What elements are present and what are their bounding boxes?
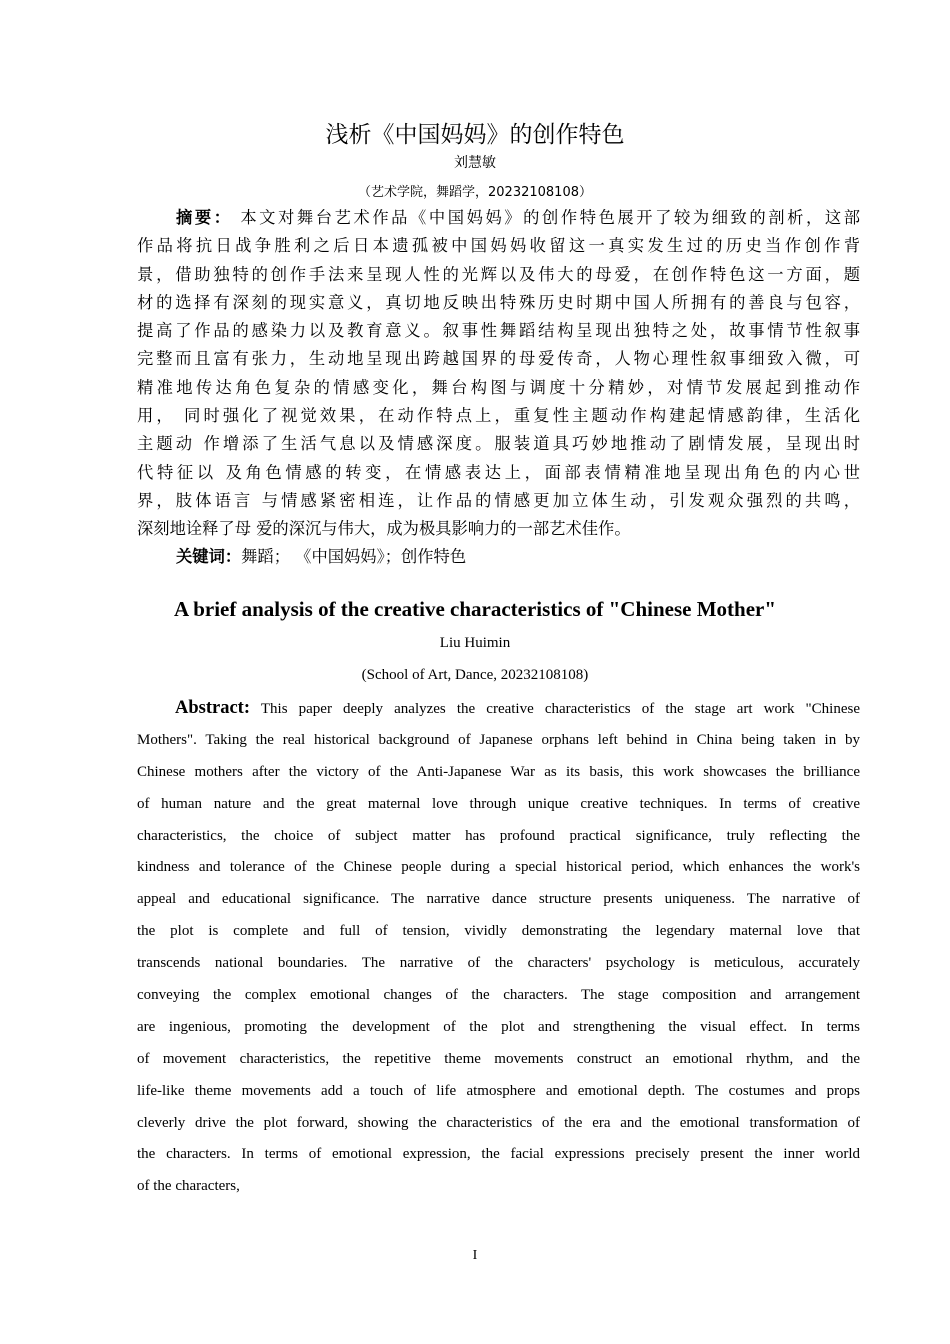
abstract-line-text: appeal and educational significance. The narrative dance structure presents uniqueness. The narrative of <box>137 891 860 908</box>
abstract-label: Abstract: <box>175 698 251 718</box>
abstract-line <box>137 1171 860 1203</box>
abstract-line <box>137 852 860 884</box>
abstract-line <box>137 821 860 853</box>
abstract-line-text: are ingenious, promoting the development of the plot and strengthening the visual effect. In terms <box>137 1018 860 1035</box>
keywords-text: 舞蹈； 《中国妈妈》；创作特色 <box>241 547 467 566</box>
abstract-line-text: 景，借助独特的创作手法来呈现人性的光辉以及伟大的母爱，在创作特色这一方面，题 <box>137 264 860 284</box>
abstract-line <box>137 374 860 402</box>
english-author: Liu Huimin <box>439 635 511 651</box>
page-number: I <box>472 1248 478 1263</box>
english-title: A brief analysis of the creative characteristics of "Chinese Mother" <box>173 597 777 621</box>
abstract-line <box>137 884 860 916</box>
abstract-line <box>137 757 860 789</box>
abstract-line-text: 深刻地诠释了母 爱的深沉与伟大，成为极具影响力的一部艺术佳作。 <box>137 519 631 539</box>
chinese-author: 刘慧敏 <box>454 155 496 171</box>
abstract-line-text: of the characters, <box>137 1178 240 1195</box>
abstract-line <box>137 1076 860 1108</box>
abstract-line <box>137 232 860 260</box>
abstract-line <box>137 402 860 430</box>
english-affiliation: (School of Art, Dance, 20232108108) <box>361 667 589 683</box>
abstract-line <box>137 430 860 458</box>
abstract-line-text: 界，肢体语言 与情感紧密相连，让作品的情感更加立体生动，引发观众强烈的共鸣， <box>137 490 860 510</box>
abstract-line-text: of movement characteristics, the repetitive theme movements construct an emotional rhythm, and the <box>137 1050 860 1067</box>
abstract-line-text: 提高了作品的感染力以及教育意义。叙事性舞蹈结构呈现出独特之处，故事情节性叙事 <box>137 321 860 341</box>
abstract-line <box>137 261 860 289</box>
abstract-line-text: 完整而且富有张力，生动地呈现出跨越国界的母爱传奇，人物心理性叙事细致入微，可 <box>137 349 860 369</box>
abstract-line-text: the plot is complete and full of tension, vividly demonstrating the legendary maternal love that <box>137 923 860 940</box>
abstract-line-text: 材的选择有深刻的现实意义，真切地反映出特殊历史时期中国人所拥有的善良与包容， <box>137 292 860 312</box>
abstract-line <box>137 515 860 543</box>
chinese-title: 浅析《中国妈妈》的创作特色 <box>325 122 625 148</box>
abstract-line <box>137 980 860 1012</box>
abstract-line <box>137 1139 860 1171</box>
abstract-line-text: of human nature and the great maternal love through unique creative techniques. In terms of creative <box>137 795 860 812</box>
abstract-line <box>137 1012 860 1044</box>
abstract-line <box>137 487 860 515</box>
abstract-line <box>137 1044 860 1076</box>
abstract-line <box>137 459 860 487</box>
abstract-line-text: cleverly drive the plot forward, showing the characteristics of the era and the emotional transformation of <box>137 1114 860 1131</box>
keywords-label: 关键词： <box>176 547 242 566</box>
abstract-line <box>137 693 860 725</box>
abstract-line-text: Chinese mothers after the victory of the Anti-Japanese War as its basis, this work showcases the brilliance <box>137 763 860 780</box>
abstract-line-text: Mothers". Taking the real historical background of Japanese orphans left behind in China being taken in by <box>137 731 860 748</box>
abstract-line-text: the characters. In terms of emotional expression, the facial expressions precisely present the inner world <box>137 1146 860 1163</box>
abstract-label: 摘要： <box>176 208 233 227</box>
chinese-affiliation: （艺术学院，舞蹈学，20232108108） <box>358 185 592 200</box>
abstract-line-text: 代特征以 及角色情感的转变，在情感表达上，面部表情精准地呈现出角色的内心世 <box>137 462 860 482</box>
abstract-line <box>137 204 860 232</box>
abstract-line-text: 作品将抗日战争胜利之后日本遗孤被中国妈妈收留这一真实发生过的历史当作创作背 <box>137 236 860 256</box>
abstract-line <box>137 725 860 757</box>
abstract-line <box>137 289 860 317</box>
abstract-line-text: 主题动 作增添了生活气息以及情感深度。服装道具巧妙地推动了剧情发展，呈现出时 <box>137 434 860 454</box>
abstract-line <box>137 789 860 821</box>
chinese-abstract <box>137 204 860 544</box>
english-abstract <box>137 693 860 1203</box>
abstract-line-text: 精准地传达角色复杂的情感变化，舞台构图与调度十分精妙，对情节发展起到推动作 <box>137 377 860 397</box>
abstract-line <box>137 317 860 345</box>
abstract-line-text: kindness and tolerance of the Chinese people during a special historical period, which enhances the work's <box>137 859 860 876</box>
abstract-line-text: This paper deeply analyzes the creative characteristics of the stage art work "Chinese <box>260 701 861 717</box>
abstract-line-text: transcends national boundaries. The narrative of the characters' psychology is meticulous, accurately <box>137 955 860 972</box>
abstract-line-text: conveying the complex emotional changes of the characters. The stage composition and arrangement <box>137 987 860 1004</box>
abstract-line-text: 本文对舞台艺术作品《中国妈妈》的创作特色展开了较为细致的剖析，这部 <box>240 208 860 227</box>
abstract-line <box>137 345 860 373</box>
abstract-line <box>137 916 860 948</box>
abstract-line <box>137 1108 860 1140</box>
chinese-keywords <box>176 543 466 567</box>
abstract-line-text: 用， 同时强化了视觉效果，在动作特点上，重复性主题动作构建起情感韵律，生活化 <box>137 406 860 426</box>
abstract-line <box>137 948 860 980</box>
abstract-line-text: life-like theme movements add a touch of life atmosphere and emotional depth. The costumes and props <box>137 1082 860 1099</box>
abstract-line-text: characteristics, the choice of subject matter has profound practical significance, truly reflecting the <box>137 827 860 844</box>
